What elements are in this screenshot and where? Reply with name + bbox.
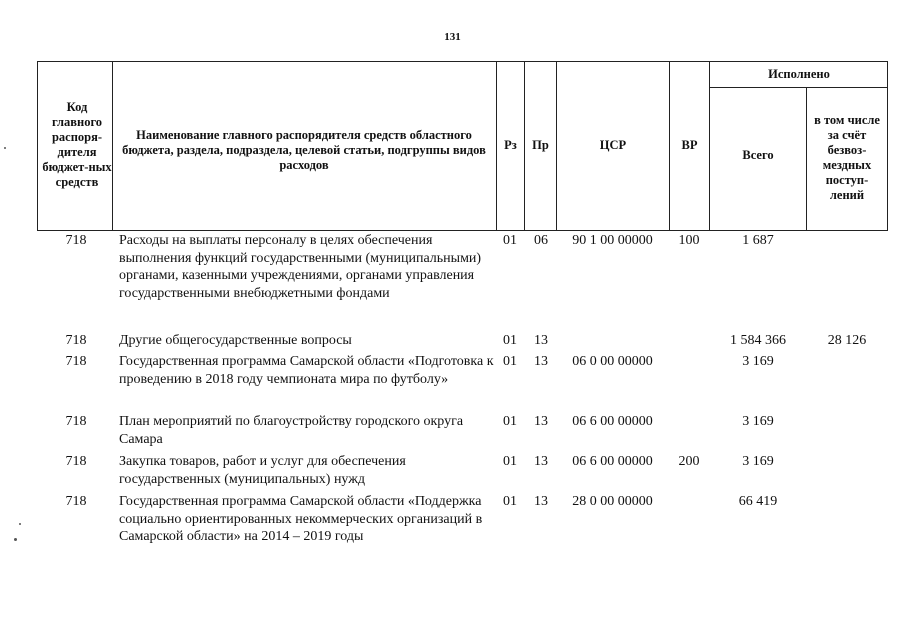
row-rz: 01 [503, 414, 517, 429]
row-csr: 06 6 00 00000 [572, 414, 653, 429]
row-csr: 06 0 00 00000 [572, 354, 653, 369]
header-divider [709, 87, 888, 88]
row-rz: 01 [503, 333, 517, 348]
row-total: 3 169 [742, 414, 774, 429]
row-name: Расходы на выплаты персоналу в целях обеспечения выполнения функций государственными (муниципальными) органами, казенными учреждениями, органами управления государственными внебюджетными фондами [119, 233, 482, 301]
header-pr: Пр [532, 137, 549, 152]
row-total: 66 419 [738, 494, 778, 509]
row-pr: 13 [534, 494, 548, 509]
row-pr: 13 [534, 354, 548, 369]
row-name: Другие общегосударственные вопросы [119, 333, 352, 348]
header-divider [806, 87, 807, 231]
header-name: Наименование главного распорядителя средств областного бюджета, раздела, подраздела, целевой статьи, подгруппы видов расходов [122, 127, 486, 172]
row-rz: 01 [503, 494, 517, 509]
row-name: Закупка товаров, работ и услуг для обеспечения государственных (муниципальных) нужд [119, 454, 406, 487]
row-rz: 01 [503, 233, 517, 248]
row-code: 718 [65, 354, 87, 369]
header-vr: ВР [681, 137, 698, 152]
header-rz: Рз [504, 137, 517, 152]
row-rz: 01 [503, 354, 517, 369]
row-pr: 06 [534, 233, 548, 248]
row-vr: 200 [678, 454, 700, 469]
header-code: Код главного распоря-дителя бюджет-ных средств [42, 100, 112, 189]
row-total: 1 584 366 [730, 333, 786, 348]
row-name: План мероприятий по благоустройству городского округа Самара [119, 414, 464, 447]
header-csr: ЦСР [599, 137, 627, 152]
scan-speck [4, 147, 6, 149]
row-pr: 13 [534, 333, 548, 348]
row-code: 718 [65, 494, 87, 509]
row-total: 1 687 [742, 233, 774, 248]
scan-speck [19, 523, 21, 525]
row-total: 3 169 [742, 354, 774, 369]
row-pr: 13 [534, 454, 548, 469]
row-rz: 01 [503, 454, 517, 469]
row-csr: 28 0 00 00000 [572, 494, 653, 509]
row-name: Государственная программа Самарской области «Подготовка к проведению в 2018 году чемпионата мира по футболу» [119, 354, 494, 387]
row-free: 28 126 [827, 333, 867, 348]
row-csr: 06 6 00 00000 [572, 454, 653, 469]
row-total: 3 169 [742, 454, 774, 469]
header-total: Всего [742, 147, 774, 162]
header-executed: Исполнено [768, 67, 830, 81]
row-code: 718 [65, 333, 87, 348]
row-name: Государственная программа Самарской области «Поддержка социально ориентированных некоммерческих организаций в Самарской области» на 2014 – 2019 годы [119, 494, 483, 544]
row-vr: 100 [678, 233, 700, 248]
row-csr: 90 1 00 00000 [572, 233, 653, 248]
row-code: 718 [65, 454, 87, 469]
row-pr: 13 [534, 414, 548, 429]
scan-speck [14, 538, 17, 541]
page-number: 131 [444, 31, 461, 43]
header-free: в том числе за счёт безвоз-мездных поступ-лений [814, 113, 880, 202]
row-code: 718 [65, 414, 87, 429]
row-code: 718 [65, 233, 87, 248]
